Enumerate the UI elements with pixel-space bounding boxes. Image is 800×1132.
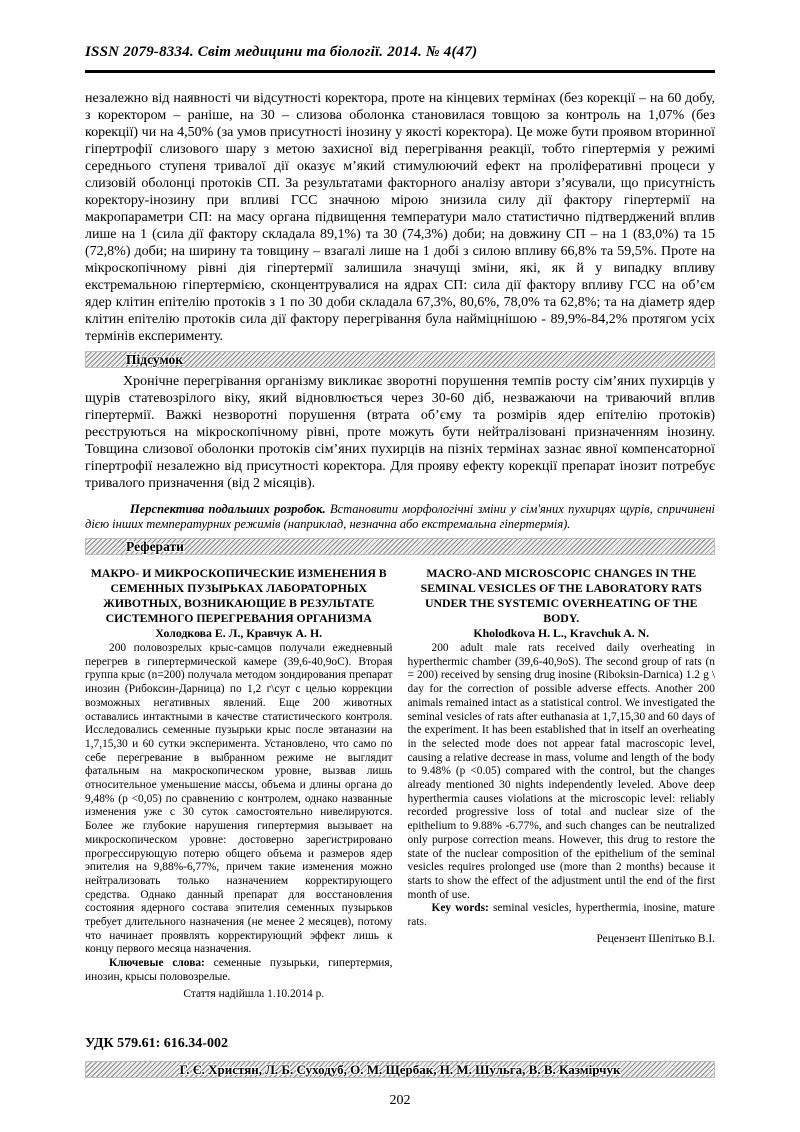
abstracts-columns — [85, 563, 715, 1013]
received-date: Стаття надійшла 1.10.2014 р. — [183, 987, 325, 1000]
perspective-paragraph — [85, 502, 715, 532]
pidsumok-section-title: Підсумок — [126, 352, 184, 367]
abstract-en-body: 200 adult male rats received daily overheating in hyperthermic chamber (39,6-40,9oS). The second group of rats (n = 200) received by sensing drug inosine (Riboksin-Darnica) 1.2 g \ day for the correction of possible adverse effects. Another 200 animals remained intact as a statistical control. We investigated the seminal vesicles of rats after euthanasia at 1,7,15,30 and 60 days of the experiment. It has been established that in itself an overheating in the selected mode does not appear fatal macroscopic level, causing a relative decrease in mass, volume and length of the body to 9.48% (p <0.05) compared with the control, but the changes already mentioned 30 nights independently leveled. Above deep hyperthermia causes violations at the microscopic level: reliably recorded progressive loss of total and nuclear size of the epithelium to 9.88% -6.77%, and such changes can be neutralized only purpose correction means. However, this drug to restore the state of the nuclear composition of the epithelium of the seminal vesicles requires prolonged use (more than 2 months) because it starts to show the effect of the adjustment until the end of the first month of use. — [407, 642, 715, 901]
next-article-authors: Г. Є. Христян, Л. Б. Суходуб, О. М. Щербак, Н. М. Шульга, В. В. Казмірчук — [179, 1061, 621, 1077]
abstract-en-column — [408, 563, 716, 1013]
keywords-label-en: Key words: — [431, 902, 489, 915]
abstract-en-keywords — [408, 902, 716, 929]
page-number: 202 — [389, 1092, 411, 1108]
journal-header — [85, 44, 715, 73]
keywords-label-ru: Ключевые слова: — [109, 957, 205, 970]
issn-line: ISSN 2079-8334. Світ медицини та біології. 2014. № 4(47) — [85, 44, 478, 60]
abstract-ru-body: 200 половозрелых крыс-самцов получали ежедневный перегрев в гипертермической камере (39,6-40,9оС). Вторая группа крыс (n=200) получала методом зондирования препарат инозин (Рибоксин-Дарница) по 1,2 г\сут с целью коррекции возможных негативных явлений. Еще 200 животных оставались интактными в качестве статистического контроля. Исследовались семенные пузырьки крыс после эвтаназии на 1,7,15,30 и 60 сутки эксперимента. Установлено, что само по себе перегревание в выбранном режиме не выглядит фатальным на макроскопическом уровне, вызвав лишь относительное уменьшение массы, объема и длины органа до 9,48% (р <0,05) по сравнению с контролем, однако названные изменения уже с 30 суток самостоятельно нивелируются. Более же глубокие нарушения гипертермия вызывает на микроскопическом уровне: достоверно зарегистрировано прогрессирующую потерю общего объема и размеров ядер эпителия на 9,88%-6,77%, причем такие изменения можно нейтрализовать только назначением корректирующего средства. Однако данный препарат для восстановления состояния ядерного состава эпителия семенных пузырьков требует длительного назначения (не менее 2 месяцев), потому что начинает проявлять корректирующий эффект лишь к концу первого месяца назначения. — [85, 642, 393, 956]
pidsumok-paragraph: Хронічне перегрівання організму викликає зворотні порушення темпів росту сім’яних пухирців у щурів статевозрілого віку, який відновлюється через 30-60 діб, незважаючи на триваючий вплив гіпертермії. Важкі незворотні порушення (втрата об’єму та розмірів ядер епітелію протоків) реєструються на мікроскопічному рівні, проте можуть бути нейтралізовані призначенням інозину. Товщина слизової оболонки протоків сім’яних пухирців на пізніх термінах зазнає явної компенсаторної гіпертрофії незалежно від присутності коректора. Для прояву ефекту корекції препарат інозит потребує тривалого призначення (від 2 місяців). — [85, 374, 715, 491]
abstract-en-title: MACRO-AND MICROSCOPIC CHANGES IN THE SEMINAL VESICLES OF THE LABORATORY RATS UNDER THE SYSTEMIC OVERHEATING OF THE BODY. — [420, 566, 702, 625]
udk-code: УДК 579.61: 616.34-002 — [85, 1035, 228, 1051]
keywords-text-ru: семенные пузырьки, гипертермия, инозин, крысы половозрелые. — [85, 957, 393, 983]
abstract-ru-authors: Холодкова Е. Л., Кравчук А. Н. — [155, 626, 323, 640]
continuation-paragraph: незалежно від наявності чи відсутності коректора, проте на кінцевих термінах (без корекції – на 60 добу, з коректором – раніше, на 30 – слизова оболонка становилася товщою за контроль на 1,07% (без корекції) чи на 4,50% (за умов присутності інозину у якості коректора). Це може бути проявом вторинної гіпертрофії слизового шару з метою захисної від перегрівання реакції, тобто гіпертермія у режимі середнього ступеня тривалої дії оказує м’який стимулюючий ефект на проліферативні процеси у слизовій оболонці протоків СП. За результатами факторного аналізу автори з’ясували, що присутність коректору-інозину при впливі ГСС значною мірою знизила силу дії фактору гіпертермії на макропараметри СП: на масу органа підвищення температури мало статистично підтверджений вплив лише на 1 (сила дії фактору складала 89,1%) та 30 (74,3%) доби; на довжину СП – на 1 (83,0%) та 15 (72,8%) доби; на ширину та товщину – взагалі лише на 1 добі з силою впливу 66,8% та 59,5%. Проте на мікроскопічному рівні дія гіпертермії залишила значущі зміни, які, як й у випадку впливу екстремальною гіпертермією, сконцентрувалися на ядрах СП: сила дії фактору впливу ГСС на об’єм ядер клітин епітелію протоків з 1 по 30 доби складала 67,3%, 80,6%, 78,0% та 62,8%; та на діаметр ядер клітин епітелію протоків сила дії фактору перегрівання була найміцнішою - 89,9%-84,2% протягом усіх термінів експерименту. — [85, 91, 715, 344]
reviewer-line: Рецензент Шепітько В.І. — [596, 932, 715, 945]
abstract-ru-keywords — [85, 957, 393, 984]
perspective-lead: Перспектива подальших розробок. — [130, 502, 326, 516]
pidsumok-section-bar — [85, 351, 715, 368]
abstract-ru-title: МАКРО- И МИКРОСКОПИЧЕСКИЕ ИЗМЕНЕНИЯ В СЕМЕННЫХ ПУЗЫРЬКАХ ЛАБОРАТОРНЫХ ЖИВОТНЫХ, ВОЗНИКАЮЩИЕ В РЕЗУЛЬТАТЕ СИСТЕМНОГО ПЕРЕГРЕВАНИЯ ОРГАНИЗМА — [90, 566, 387, 625]
referaty-section-title: Реферати — [126, 539, 184, 554]
referaty-section-bar — [85, 538, 715, 555]
keywords-text-en: seminal vesicles, hyperthermia, inosine, mature rats. — [407, 902, 715, 929]
abstract-ru-column — [85, 563, 393, 1013]
abstract-en-authors: Kholodkova H. L., Kravchuk A. N. — [473, 626, 650, 640]
next-article-authors-bar — [85, 1061, 715, 1078]
perspective-body: Встановити морфологічні зміни у сім'яних пухирцях щурів, спричинені дією інших температурних режимів (наприклад, незначна або екстремальна гіпертермія). — [85, 502, 716, 531]
